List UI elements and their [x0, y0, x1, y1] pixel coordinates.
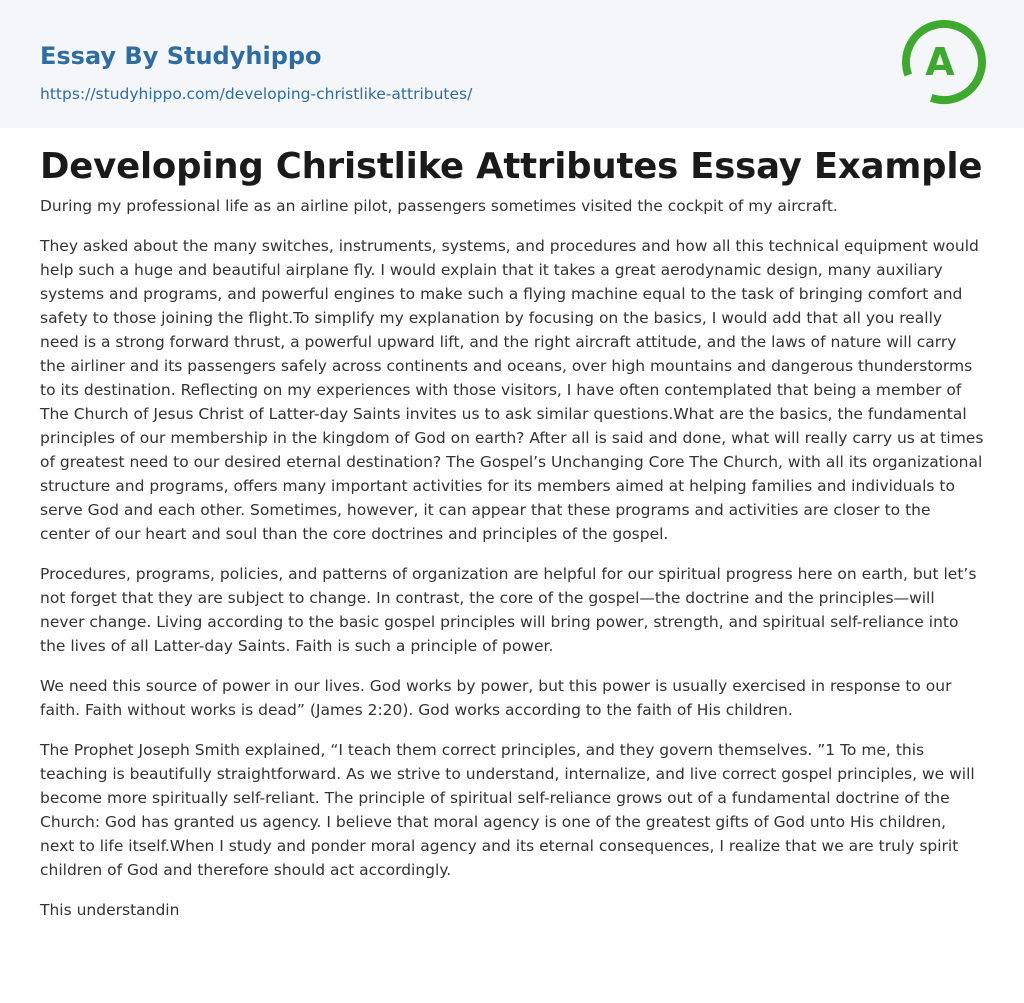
- logo-letter: A: [925, 40, 955, 84]
- page-title: Developing Christlike Attributes Essay Example: [40, 146, 983, 187]
- article-paragraph: Procedures, programs, policies, and patterns of organization are helpful for our spiritual progress here on earth, but let’s not forget that they are subject to change. In contrast, the core of the gospel—the doctrine and the principles—will never change. Living according to the basic gospel principles will bring power, strength, and spiritual self-reliance into the lives of all Latter-day Saints. Faith is such a principle of power.: [40, 565, 977, 655]
- page-url-link[interactable]: https://studyhippo.com/developing-christlike-attributes/: [40, 85, 473, 103]
- article-paragraph: This understandin: [40, 901, 180, 919]
- brand-title[interactable]: Essay By Studyhippo: [40, 42, 322, 70]
- article-paragraph: They asked about the many switches, instruments, systems, and procedures and how all this technical equipment would help such a huge and beautiful airplane fly. I would explain that it takes a great aerodynamic design, many auxiliary systems and programs, and powerful engines to make such a flying machine equal to the task of bringing comfort and safety to those joining the flight.To simplify my explanation by focusing on the basics, I would add that all you really need is a strong forward thrust, a powerful upward lift, and the right aircraft attitude, and the laws of nature will carry the airliner and its passengers safely across continents and oceans, over high mountains and dangerous thunderstorms to its destination. Reflecting on my experiences with those visitors, I have often contemplated that being a member of The Church of Jesus Christ of Latter-day Saints invites us to ask similar questions.What are the basics, the fundamental principles of our membership in the kingdom of God on earth? After all is said and done, what will really carry us at times of greatest need to our desired eternal destination? The Gospel’s Unchanging Core The Church, with all its organizational structure and programs, offers many important activities for its members aimed at helping families and individuals to serve God and each other. Sometimes, however, it can appear that these programs and activities are closer to the center of our heart and soul than the core doctrines and principles of the gospel.: [40, 237, 984, 543]
- article-paragraph: We need this source of power in our lives. God works by power, but this power is usually exercised in response to our faith. Faith without works is dead” (James 2:20). God works according to the faith of His children.: [40, 677, 952, 719]
- article-paragraph: During my professional life as an airline pilot, passengers sometimes visited the cockpit of my aircraft.: [40, 197, 838, 215]
- site-header: [0, 0, 1024, 128]
- article-paragraph: The Prophet Joseph Smith explained, “I teach them correct principles, and they govern themselves. ”1 To me, this teaching is beautifully straightforward. As we strive to understand, internalize, and live correct gospel principles, we will become more spiritually self-reliant. The principle of spiritual self-reliance grows out of a fundamental doctrine of the Church: God has granted us agency. I believe that moral agency is one of the greatest gifts of God unto His children, next to life itself.When I study and ponder moral agency and its eternal consequences, I realize that we are truly spirit children of God and therefore should act accordingly.: [40, 741, 975, 879]
- studyhippo-logo-icon[interactable]: [900, 18, 988, 106]
- article: [40, 140, 984, 938]
